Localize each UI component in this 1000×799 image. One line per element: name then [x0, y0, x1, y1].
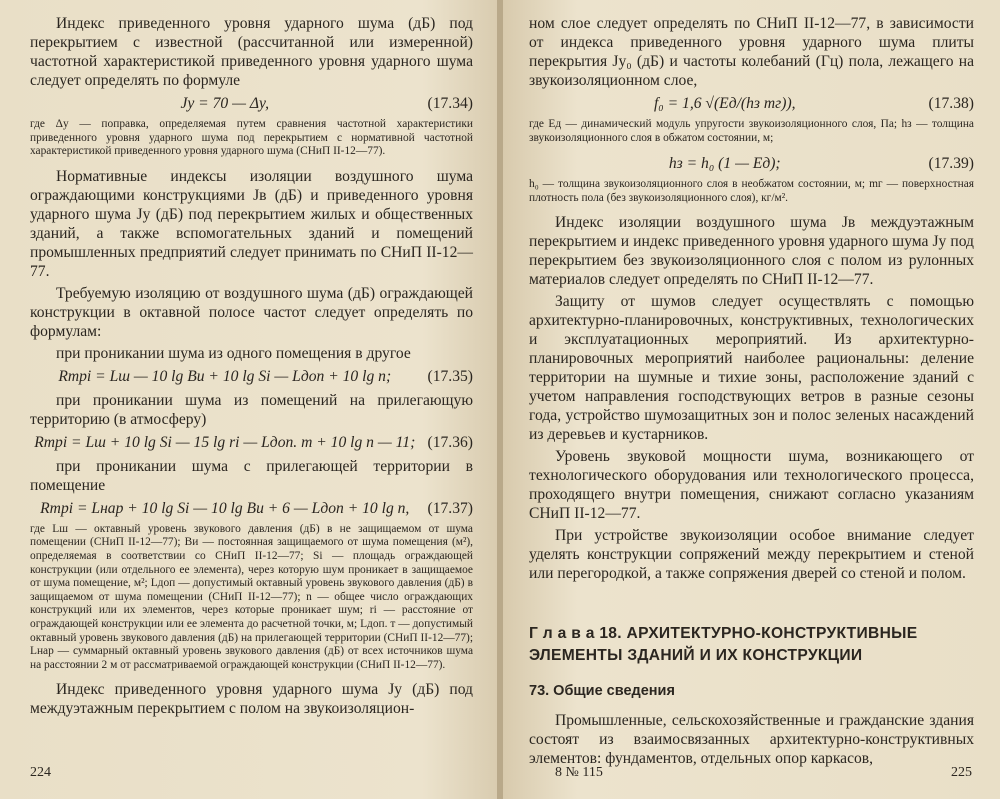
page-number: 224 — [30, 765, 51, 780]
formula-number: (17.36) — [427, 433, 473, 451]
section-heading: 73. Общие сведения — [529, 683, 675, 700]
formula-expression: Rтрi = Lш — 10 lg Bи + 10 lg Si — Lдоп + 10 lg n; — [58, 367, 392, 385]
paragraph: Индекс изоляции воздушного шума Jв междуэтажным перекрытием и индекс приведенного уровня ударного шума Jу под перекрытием без звукоизоляционного слоя с полом из рулонных материалов следует определять по СНиП II-12—77. — [529, 214, 974, 289]
printer-signature: 8 № 115 — [555, 765, 603, 780]
left-page — [0, 0, 497, 799]
paragraph: при проникании шума из помещений на прилегающую территорию (в атмосферу) — [30, 391, 473, 428]
formula-17-37 — [30, 498, 473, 519]
paragraph: ном слое следует определять по СНиП II-12—77, в зависимости от индекса приведенного уровня ударного шума плиты перекрытия Jу₀ (дБ) и частоты колебаний (Гц) пола, лежащего на звукоизоляционном слое, — [529, 15, 974, 89]
formula-expression: Jу = 70 — Δу, — [180, 95, 270, 112]
paragraph: Уровень звуковой мощности шума, возникающего от технологического оборудования или технологического процесса, проходящего внутри помещения, снижают согласно указаниям СНиП II-12—77. — [529, 448, 974, 523]
paragraph: При устройстве звукоизоляции особое внимание следует уделять конструкции сопряжений между перекрытием и стеной или перегородкой, а также сопряжения дверей со стеной и полом. — [529, 527, 974, 583]
formula-17-35 — [30, 366, 473, 387]
paragraph: при проникании шума из одного помещения в другое — [56, 344, 411, 362]
paragraph: Индекс приведенного уровня ударного шума (дБ) под перекрытием с известной (рассчитанной или измеренной) частотной характеристикой приведенного уровня ударного шума следует определять по формуле — [30, 15, 473, 89]
formula-number: (17.38) — [928, 95, 974, 112]
formula-number: (17.39) — [928, 155, 974, 173]
formula-17-39 — [529, 153, 974, 174]
formula-number: (17.34) — [427, 95, 473, 112]
paragraph: Требуемую изоляцию от воздушного шума (дБ) ограждающей конструкции в октавной полосе частот следует определять по формулам: — [30, 284, 473, 340]
footnote: h₀ — толщина звукоизоляционного слоя в необжатом состоянии, м; mг — поверхностная плотность пола (без звукоизоляционного слоя), кг/м². — [529, 178, 974, 204]
paragraph: Промышленные, сельскохозяйственные и гражданские здания состоят из взаимосвязанных архитектурно-конструктивных элементов: фундаментов, отдельных опор каркасов, — [529, 712, 974, 768]
formula-17-34 — [30, 93, 473, 114]
paragraph: при проникании шума с прилегающей территории в помещение — [30, 457, 473, 494]
formula-number: (17.35) — [427, 367, 473, 385]
formula-expression: Rтрi = Lнар + 10 lg Si — 10 lg Bи + 6 — Lдоп + 10 lg n, — [40, 499, 410, 517]
formula-17-36 — [30, 432, 473, 453]
footnote: где Lш — октавный уровень звукового давления (дБ) в не защищаемом от шума помещении (СНиП II-12—77); Bи — постоянная защищаемого от шума помещения (м²), определяемая в соответствии со СНиП II-12—77; Si — площадь ограждающей конструкции (или отдельного ее элемента), через которую шум проникает в защищаемое от шума помещение, м²; Lдоп — допустимый октавный уровень звукового давления (дБ) в защищаемом от шума помещении (СНиП II-12—77); n — общее число ограждающих конструкций или их элементов, через которые проникает шум; ri — расстояние от ограждающей конструкции или ее элемента до расчетной точки, м; Lдоп. т — допустимый октавный уровень звукового давления (дБ) на прилегающей территории (СНиП II-12—77); Lнар — суммарный октавный уровень звукового давления (дБ) от всех источников шума на расстоянии 2 м от рассматриваемой ограждающей конструкции (СНиП II-12—77). — [30, 522, 473, 671]
formula-number: (17.37) — [427, 499, 473, 517]
page-number: 225 — [951, 765, 972, 780]
formula-expression: hз = h₀ (1 — Eд); — [668, 155, 781, 173]
formula-expression: f₀ = 1,6 √(Eд/(hз mг)), — [653, 95, 796, 112]
paragraph: Защиту от шумов следует осуществлять с помощью архитектурно-планировочных, конструктивных, технологических и эксплуатационных мероприятий. Из архитектурно-планировочных мероприятий наиболее рациональны: деление территории на шумные и тихие зоны, расположение зданий с учетом направления господствующих ветров в разные сезоны года, устройство шумозащитных зон и полос зеленых насаждений из деревьев и кустарников. — [529, 293, 974, 444]
footnote: где Eд — динамический модуль упругости звукоизоляционного слоя, Па; hз — толщина звукоизоляционного слоя в обжатом состоянии, м; — [529, 118, 974, 144]
chapter-heading: Г л а в а 18. АРХИТЕКТУРНО-КОНСТРУКТИВНЫЕ ЭЛЕМЕНТЫ ЗДАНИЙ И ИХ КОНСТРУКЦИИ — [529, 625, 918, 665]
formula-expression: Rтрi = Lш + 10 lg Si — 15 lg ri — Lдоп. т + 10 lg n — 11; — [34, 433, 416, 451]
formula-17-38 — [529, 93, 974, 114]
right-page — [503, 0, 1000, 799]
paragraph: Индекс приведенного уровня ударного шума Jу (дБ) под междуэтажным перекрытием с полом на звукоизоляцион- — [30, 681, 473, 718]
footnote: где Δу — поправка, определяемая путем сравнения частотной характеристики приведенного уровня ударного шума под перекрытием с нормативной частотной характеристикой приведенного уровня ударного шума (СНиП II-12—77). — [30, 118, 473, 158]
paragraph: Нормативные индексы изоляции воздушного шума ограждающими конструкциями Jв (дБ) и приведенного уровня ударного шума Jу (дБ) под перекрытием жилых и общественных зданий, а также вспомогательных зданий и помещений промышленных предприятий следует принимать по СНиП II-12—77. — [30, 167, 473, 280]
